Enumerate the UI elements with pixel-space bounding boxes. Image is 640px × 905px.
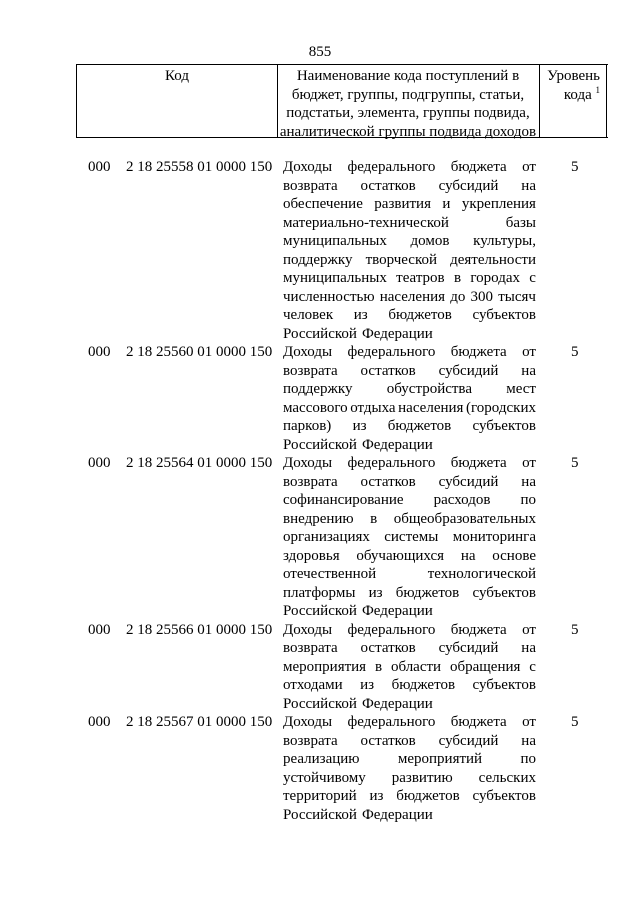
header-name-line: Наименование кода поступлений в bbox=[296, 68, 520, 84]
admin-code: 000 bbox=[88, 455, 111, 471]
word: федерального bbox=[347, 159, 436, 175]
description-line bbox=[283, 732, 536, 751]
word: мониторинга bbox=[452, 529, 536, 545]
word: базы bbox=[505, 214, 536, 231]
table-row bbox=[0, 158, 640, 343]
word: Российской bbox=[283, 806, 357, 823]
description-line bbox=[283, 417, 536, 436]
header-name-line: подстатьи, элемента, группы подвида, bbox=[286, 105, 530, 121]
word: бюджета bbox=[450, 455, 507, 471]
word: остатков bbox=[360, 362, 416, 379]
word: Доходы bbox=[283, 455, 333, 471]
header-level-line2: кода $^1$ bbox=[563, 84, 600, 103]
word: платформы bbox=[283, 584, 356, 601]
word: федерального bbox=[347, 344, 436, 360]
word: территорий bbox=[283, 788, 357, 804]
admin-code: 000 bbox=[88, 344, 111, 360]
description-line bbox=[283, 750, 536, 769]
word: Доходы bbox=[283, 621, 333, 638]
word: массового bbox=[283, 399, 348, 416]
word: от bbox=[522, 159, 536, 175]
word: устойчивому bbox=[283, 769, 366, 786]
word: человек bbox=[283, 307, 334, 323]
word: Федерации bbox=[361, 695, 433, 712]
word: Российской bbox=[283, 695, 357, 712]
word: мероприятий bbox=[397, 751, 483, 767]
word: внедрению bbox=[283, 510, 354, 527]
word: субъектов bbox=[472, 584, 536, 601]
word: тысяч bbox=[498, 288, 536, 305]
word: сельских bbox=[478, 769, 536, 786]
code-level: 5 bbox=[571, 714, 579, 730]
word: федерального bbox=[347, 621, 436, 638]
word: основе bbox=[492, 547, 536, 564]
word: остатков bbox=[360, 640, 416, 656]
word: области bbox=[390, 658, 442, 675]
description-line bbox=[283, 158, 536, 177]
description-line bbox=[283, 362, 536, 381]
table-row bbox=[0, 454, 640, 621]
word: обучающихся bbox=[356, 547, 445, 564]
word: деятельности bbox=[450, 251, 536, 268]
word: мест bbox=[506, 381, 536, 397]
word: на bbox=[521, 473, 536, 490]
description-line bbox=[283, 380, 536, 399]
word: населения bbox=[398, 399, 464, 416]
revenue-description bbox=[283, 343, 536, 454]
description-line bbox=[283, 288, 536, 307]
code-level: 5 bbox=[571, 344, 579, 360]
word: от bbox=[522, 714, 536, 730]
header-name-line: бюджет, группы, подгруппы, статьи, bbox=[291, 86, 525, 103]
word: субсидий bbox=[438, 640, 499, 656]
description-line bbox=[283, 306, 536, 325]
word: реализацию bbox=[283, 751, 360, 767]
revenue-code: 2 18 25564 01 0000 150 bbox=[126, 455, 273, 471]
table-row bbox=[0, 343, 640, 454]
word: от bbox=[522, 455, 536, 471]
header-level-line1: Уровень bbox=[547, 68, 600, 84]
table-body bbox=[0, 158, 640, 824]
word: субъектов bbox=[472, 677, 536, 693]
word: технологической bbox=[427, 566, 536, 582]
word: бюджета bbox=[450, 621, 507, 638]
word: в bbox=[453, 270, 462, 286]
word: в bbox=[370, 510, 378, 527]
description-line bbox=[283, 177, 536, 196]
word: городах bbox=[470, 270, 520, 286]
revenue-description bbox=[283, 158, 536, 343]
word: Российской bbox=[283, 436, 357, 453]
word: субъектов bbox=[472, 418, 536, 434]
word: системы bbox=[384, 529, 439, 545]
word: федерального bbox=[347, 714, 436, 730]
word: Доходы bbox=[283, 159, 333, 175]
word: домов bbox=[410, 233, 450, 249]
word: здоровья bbox=[283, 547, 340, 564]
description-line bbox=[283, 343, 536, 362]
word: из bbox=[360, 677, 375, 693]
word: обеспечение bbox=[283, 196, 363, 212]
revenue-description bbox=[283, 621, 536, 714]
word: до bbox=[450, 288, 466, 305]
word: возврата bbox=[283, 473, 338, 490]
description-line bbox=[283, 528, 536, 547]
word: с bbox=[529, 658, 536, 675]
description-line bbox=[283, 454, 536, 473]
word: и bbox=[442, 196, 451, 212]
header-name-line: аналитической группы подвида доходов bbox=[279, 123, 537, 140]
word: общеобразовательных bbox=[393, 510, 536, 527]
word: мероприятия bbox=[283, 658, 367, 675]
word: Федерации bbox=[361, 325, 433, 342]
description-line bbox=[283, 232, 536, 251]
description-line bbox=[283, 565, 536, 584]
word: субсидий bbox=[438, 732, 499, 749]
description-line bbox=[283, 251, 536, 270]
word: остатков bbox=[360, 177, 416, 194]
word: на bbox=[521, 732, 536, 749]
word: бюджета bbox=[450, 344, 507, 360]
description-line bbox=[283, 325, 536, 344]
word: поддержку bbox=[283, 251, 353, 268]
code-level: 5 bbox=[571, 621, 579, 638]
word: в bbox=[374, 658, 383, 675]
word: бюджетов bbox=[396, 788, 460, 804]
description-line bbox=[283, 602, 536, 621]
word: на bbox=[521, 362, 536, 379]
word: укрепления bbox=[461, 196, 536, 212]
description-line bbox=[283, 769, 536, 788]
word: поддержку bbox=[283, 381, 353, 397]
header-name bbox=[277, 65, 540, 140]
description-line bbox=[283, 787, 536, 806]
description-line bbox=[283, 473, 536, 492]
description-line bbox=[283, 713, 536, 732]
word: субъектов bbox=[472, 788, 536, 804]
word: (городских bbox=[466, 399, 536, 416]
description-line bbox=[283, 491, 536, 510]
word: возврата bbox=[283, 640, 338, 656]
word: с bbox=[529, 270, 536, 286]
word: бюджетов bbox=[387, 418, 452, 434]
page-number: 855 bbox=[308, 44, 332, 60]
description-line bbox=[283, 639, 536, 658]
word: отечественной bbox=[283, 566, 377, 582]
word: муниципальных bbox=[283, 270, 387, 286]
word: субъектов bbox=[472, 307, 536, 323]
word: на bbox=[460, 547, 476, 564]
word: творческой bbox=[365, 251, 438, 268]
word: бюджетов bbox=[391, 677, 456, 693]
word: от bbox=[522, 344, 536, 360]
word: расходов bbox=[433, 492, 491, 508]
word: из bbox=[369, 788, 384, 804]
header-code: Код bbox=[76, 65, 278, 137]
word: бюджетов bbox=[395, 584, 460, 601]
revenue-description bbox=[283, 713, 536, 824]
word: федерального bbox=[347, 455, 436, 471]
description-line bbox=[283, 436, 536, 455]
word: из bbox=[352, 418, 367, 434]
word: Доходы bbox=[283, 714, 333, 730]
revenue-code: 2 18 25560 01 0000 150 bbox=[126, 344, 273, 360]
table-row bbox=[0, 621, 640, 714]
word: Российской bbox=[283, 603, 357, 619]
description-line bbox=[283, 399, 536, 418]
word: бюджета bbox=[450, 159, 507, 175]
footnote-marker: 1 bbox=[595, 84, 600, 95]
word: населения bbox=[379, 288, 446, 305]
description-line bbox=[283, 547, 536, 566]
word: бюджетов bbox=[388, 307, 452, 323]
word: возврата bbox=[283, 732, 338, 749]
word: на bbox=[521, 177, 536, 194]
description-line bbox=[283, 695, 536, 714]
code-level: 5 bbox=[571, 159, 579, 175]
admin-code: 000 bbox=[88, 714, 111, 730]
description-line bbox=[283, 269, 536, 288]
word: развития bbox=[374, 196, 431, 212]
word: софинансирование bbox=[283, 492, 404, 508]
word: организациях bbox=[283, 529, 370, 545]
word: развитию bbox=[391, 769, 453, 786]
admin-code: 000 bbox=[88, 621, 111, 638]
word: из bbox=[368, 584, 383, 601]
word: Федерации bbox=[361, 806, 433, 823]
word: обращения bbox=[449, 658, 521, 675]
word: от bbox=[522, 621, 536, 638]
description-line bbox=[283, 806, 536, 825]
word: по bbox=[520, 751, 536, 767]
description-line bbox=[283, 584, 536, 603]
word: численностью bbox=[283, 288, 375, 305]
word: на bbox=[521, 640, 536, 656]
word: Федерации bbox=[361, 603, 433, 619]
revenue-code: 2 18 25558 01 0000 150 bbox=[126, 159, 273, 175]
word: из bbox=[353, 307, 368, 323]
word: обустройства bbox=[386, 381, 472, 397]
word: субсидий bbox=[438, 362, 499, 379]
table-row bbox=[0, 713, 640, 824]
word: остатков bbox=[360, 732, 416, 749]
word: Российской bbox=[283, 325, 357, 342]
revenue-description bbox=[283, 454, 536, 621]
description-line bbox=[283, 510, 536, 529]
word: отходами bbox=[283, 677, 343, 693]
word: парков) bbox=[283, 418, 332, 434]
word: возврата bbox=[283, 362, 338, 379]
revenue-code: 2 18 25566 01 0000 150 bbox=[126, 621, 273, 638]
word: материально-технической bbox=[283, 214, 449, 231]
admin-code: 000 bbox=[88, 159, 111, 175]
word: субсидий bbox=[438, 177, 499, 194]
word: культуры, bbox=[473, 233, 536, 249]
word: по bbox=[520, 492, 536, 508]
description-line bbox=[283, 658, 536, 677]
header-level bbox=[540, 65, 607, 137]
word: муниципальных bbox=[283, 233, 387, 249]
description-line bbox=[283, 195, 536, 214]
word: остатков bbox=[360, 473, 416, 490]
description-line bbox=[283, 214, 536, 233]
word: театров bbox=[396, 270, 445, 286]
word: Доходы bbox=[283, 344, 333, 360]
code-level: 5 bbox=[571, 455, 579, 471]
word: бюджета bbox=[450, 714, 507, 730]
description-line bbox=[283, 621, 536, 640]
word: субсидий bbox=[438, 473, 499, 490]
description-line bbox=[283, 676, 536, 695]
word: Федерации bbox=[361, 436, 433, 453]
table-header bbox=[76, 64, 608, 138]
word: возврата bbox=[283, 177, 338, 194]
word: 300 bbox=[470, 288, 494, 305]
revenue-code: 2 18 25567 01 0000 150 bbox=[126, 714, 273, 730]
word: отдыха bbox=[350, 399, 396, 416]
